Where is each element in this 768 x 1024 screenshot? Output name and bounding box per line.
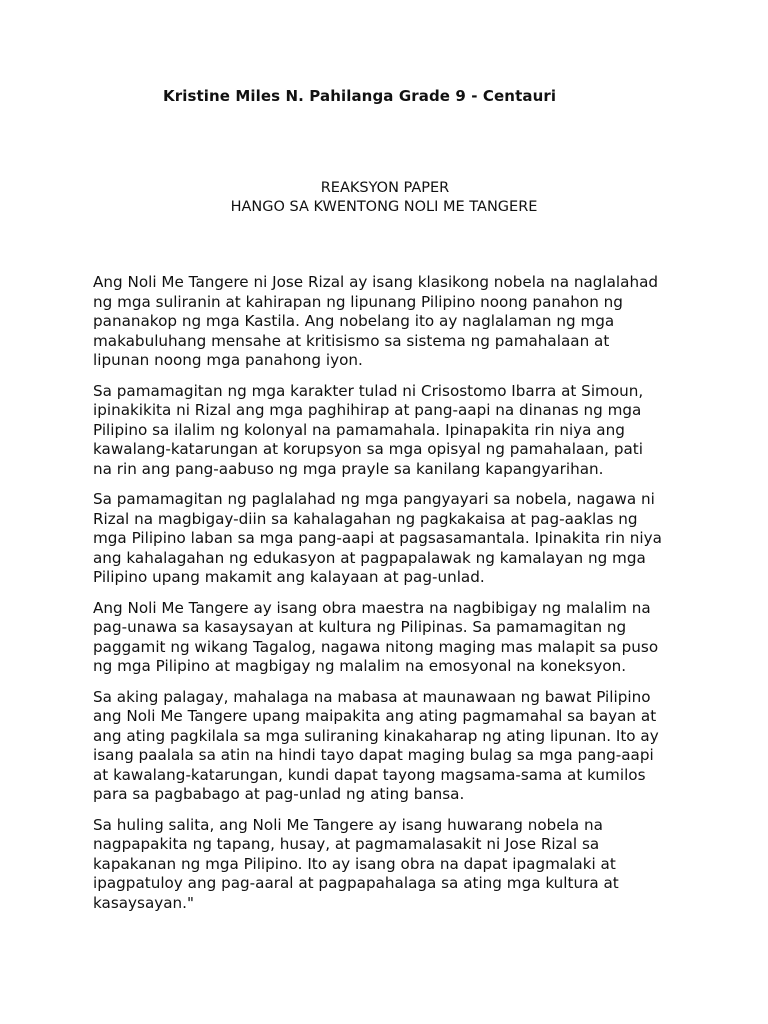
paragraph-line: isang paalala sa atin na hindi tayo dapat maging bulag sa mga pang-aapi bbox=[93, 746, 654, 764]
paragraph-5 bbox=[93, 688, 683, 805]
paragraph-line: Rizal na magbigay-diin sa kahalagahan ng pagkakaisa at pag-aaklas ng bbox=[93, 509, 638, 528]
paragraph-line: Ang Noli Me Tangere ni Jose Rizal ay isang klasikong nobela na naglalahad bbox=[93, 273, 659, 291]
paragraph-line: ang kahalagahan ng edukasyon at pagpapalawak ng kamalayan ng mga bbox=[93, 548, 646, 567]
paragraph-line: pananakop ng mga Kastila. Ang nobelang ito ay naglalaman ng mga bbox=[93, 312, 615, 330]
paragraph-line: kawalang-katarungan at korupsyon sa mga opisyal ng pamahalaan, pati bbox=[93, 440, 643, 458]
paragraph-line: makabuluhang mensahe at kritisismo sa sistema ng pamahalaan at bbox=[93, 331, 610, 350]
title-line-1: REAKSYON PAPER bbox=[320, 180, 450, 196]
paragraph-line: kapakanan ng mga Pilipino. Ito ay isang obra na dapat ipagmalaki at bbox=[93, 854, 616, 873]
paragraph-line: Sa huling salita, ang Noli Me Tangere ay isang huwarang nobela na bbox=[93, 815, 603, 834]
paragraph-line: para sa pagbabago at pag-unlad ng ating bansa. bbox=[93, 785, 465, 803]
document-title bbox=[0, 179, 768, 217]
paragraph-line: Pilipino sa ilalim ng kolonyal na pamamahala. Ipinapakita rin niya ang bbox=[93, 420, 625, 439]
paragraph-line: Ang Noli Me Tangere ay isang obra maestra na nagbibigay ng malalim na bbox=[93, 598, 651, 617]
paragraph-line: ng mga suliranin at kahirapan ng lipunang Pilipino noong panahon ng bbox=[93, 292, 623, 311]
paragraph-line: ipagpatuloy ang pag-aaral at pagpapahalaga sa ating mga kultura at bbox=[93, 874, 619, 892]
paragraph-line: na rin ang pang-aabuso ng mga prayle sa kanilang kapangyarihan. bbox=[93, 459, 604, 478]
paragraph-1 bbox=[93, 273, 683, 371]
paragraph-line: kasaysayan." bbox=[93, 893, 194, 912]
paragraph-2 bbox=[93, 382, 683, 480]
paragraph-6 bbox=[93, 816, 683, 914]
document-body bbox=[93, 273, 683, 924]
author-line: Kristine Miles N. Pahilanga Grade 9 - Centauri bbox=[163, 87, 557, 105]
paragraph-line: Pilipino upang makamit ang kalayaan at pag-unlad. bbox=[93, 568, 485, 586]
paragraph-3 bbox=[93, 490, 683, 588]
paragraph-line: ng mga Pilipino at magbigay ng malalim na emosyonal na koneksyon. bbox=[93, 657, 627, 675]
paragraph-line: paggamit ng wikang Tagalog, nagawa nitong maging mas malapit sa puso bbox=[93, 637, 659, 656]
paragraph-line: Sa aking palagay, mahalaga na mabasa at maunawaan ng bawat Pilipino bbox=[93, 687, 651, 706]
paragraph-line: Sa pamamagitan ng paglalahad ng mga pangyayari sa nobela, nagawa ni bbox=[93, 490, 655, 508]
paragraph-line: at kawalang-katarungan, kundi dapat tayong magsama-sama at kumilos bbox=[93, 765, 646, 784]
paragraph-line: ang ating pagkilala sa mga suliraning kinakaharap ng ating lipunan. Ito ay bbox=[93, 726, 659, 745]
paragraph-line: pag-unawa sa kasaysayan at kultura ng Pilipinas. Sa pamamagitan ng bbox=[93, 618, 627, 636]
paragraph-line: lipunan noong mga panahong iyon. bbox=[93, 351, 363, 369]
paragraph-4 bbox=[93, 599, 683, 677]
paragraph-line: nagpapakita ng tapang, husay, at pagmamalasakit ni Jose Rizal sa bbox=[93, 835, 600, 853]
paragraph-line: ipinakikita ni Rizal ang mga paghihirap at pang-aapi na dinanas ng mga bbox=[93, 401, 642, 419]
paragraph-line: mga Pilipino laban sa mga pang-aapi at pagsasamantala. Ipinakita rin niya bbox=[93, 529, 662, 547]
paragraph-line: ang Noli Me Tangere upang maipakita ang ating pagmamahal sa bayan at bbox=[93, 707, 657, 725]
paragraph-line: Sa pamamagitan ng mga karakter tulad ni Crisostomo Ibarra at Simoun, bbox=[93, 381, 644, 400]
title-line-2: HANGO SA KWENTONG NOLI ME TANGERE bbox=[230, 199, 538, 215]
